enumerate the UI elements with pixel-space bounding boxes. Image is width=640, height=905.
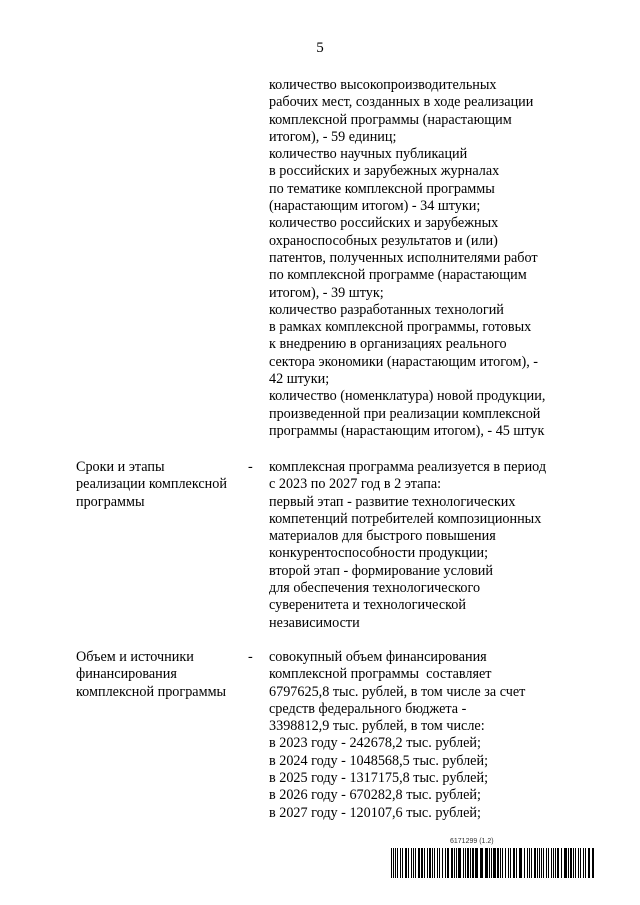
barcode-bar: [524, 848, 525, 878]
indicators-line: количество российских и зарубежных: [269, 215, 499, 232]
stages-line: первый этап - развитие технологических: [269, 493, 516, 510]
barcode-bar: [391, 848, 392, 878]
barcode-bar: [445, 848, 446, 878]
barcode-bar: [402, 848, 403, 878]
indicators-line: программы (нарастающим итогом), - 45 штук: [269, 422, 545, 439]
barcode-bar: [561, 848, 562, 878]
barcode-bar: [421, 848, 423, 878]
barcode-bar: [458, 848, 461, 878]
barcode-bar: [543, 848, 544, 878]
barcode-bar: [465, 848, 466, 878]
indicators-line: комплексной программы (нарастающим: [269, 111, 512, 128]
funding-line: в 2025 году - 1317175,8 тыс. рублей;: [269, 770, 489, 787]
barcode-bar: [415, 848, 416, 878]
barcode-bar: [502, 848, 503, 878]
barcode-bar: [442, 848, 443, 878]
barcode-bar: [395, 848, 396, 878]
indicators-line: количество разработанных технологий: [269, 301, 504, 318]
indicators-line: количество высокопроизводительных: [269, 77, 497, 93]
barcode-bar: [454, 848, 455, 878]
indicators-line: по тематике комплексной программы: [269, 180, 495, 197]
barcode-bar: [527, 848, 528, 878]
barcode-bar: [493, 848, 496, 878]
barcode-bar: [539, 848, 540, 878]
barcode-bar: [537, 848, 538, 878]
indicators-line: в российских и зарубежных журналах: [269, 163, 500, 180]
barcode-bar: [505, 848, 506, 878]
barcode-bar: [531, 848, 532, 878]
indicators-line: 42 штуки;: [269, 371, 330, 388]
barcode-bar: [470, 848, 471, 878]
barcode-bar: [439, 848, 440, 878]
barcode-bar: [500, 848, 501, 878]
barcode-bar: [568, 848, 569, 878]
barcode-bar: [548, 848, 549, 878]
barcode-bar: [432, 848, 433, 878]
indicators-line: рабочих мест, созданных в ходе реализации: [269, 94, 534, 111]
stages-label: Сроки и этапы реализации комплексной программы: [76, 459, 227, 510]
stages-line: материалов для быстрого повышения: [269, 528, 496, 545]
barcode-bar: [564, 848, 567, 878]
indicators-line: произведенной при реализации комплексной: [269, 405, 541, 422]
indicators-line: итогом), - 59 единиц;: [269, 128, 397, 145]
barcode-bar: [408, 848, 409, 878]
barcode-bar: [551, 848, 552, 878]
barcode-bar: [513, 848, 515, 878]
barcode-bar: [427, 848, 428, 878]
barcode-bar: [592, 848, 594, 878]
barcode-bar: [489, 848, 490, 878]
barcode-bar: [570, 848, 572, 878]
barcode-bar: [400, 848, 401, 878]
barcode-bar: [529, 848, 530, 878]
stages-line: второй этап - формирование условий: [269, 562, 493, 579]
barcode-bar: [397, 848, 398, 878]
funding-line: совокупный объем финансирования: [269, 649, 487, 665]
barcode-bar: [472, 848, 474, 878]
stages-line: компетенций потребителей композиционных: [269, 510, 542, 527]
indicators-line: (нарастающим итогом) - 34 штуки;: [269, 198, 481, 215]
stages-line: конкурентоспособности продукции;: [269, 545, 489, 562]
barcode-bar: [434, 848, 435, 878]
indicators-line: количество (номенклатура) новой продукции,: [269, 388, 546, 405]
funding-line: в 2023 году - 242678,2 тыс. рублей;: [269, 735, 481, 752]
barcode-bar: [418, 848, 420, 878]
barcode-bar: [456, 848, 457, 878]
page-number: 5: [316, 40, 324, 56]
barcode-bar: [485, 848, 488, 878]
barcode-bar: [508, 848, 509, 878]
funding-label: Объем и источники финансирования комплексной программы: [76, 649, 227, 700]
indicators-line: к внедрению в организациях реального: [269, 336, 507, 353]
barcode-bar: [429, 848, 431, 878]
funding-line: в 2024 году - 1048568,5 тыс. рублей;: [269, 752, 489, 769]
barcode-image: [391, 848, 595, 878]
barcode-bar: [480, 848, 483, 878]
indicators-line: сектора экономики (нарастающим итогом), -: [269, 353, 539, 370]
stages-dash: -: [248, 459, 253, 475]
indicators-text: [269, 77, 545, 440]
funding-line: 3398812,9 тыс. рублей, в том числе:: [269, 718, 485, 735]
funding-line: 6797625,8 тыс. рублей, в том числе за счет: [269, 683, 526, 700]
barcode-bar: [541, 848, 542, 878]
barcode-bar: [451, 848, 453, 878]
barcode-bar: [393, 848, 394, 878]
indicators-line: в рамках комплексной программы, готовых: [269, 319, 532, 336]
barcode-bar: [467, 848, 469, 878]
barcode-bar: [405, 848, 407, 878]
funding-line: в 2026 году - 670282,8 тыс. рублей;: [269, 787, 481, 804]
stages-line: суверенитета и технологической: [269, 597, 466, 614]
barcode-bar: [578, 848, 579, 878]
barcode-bar: [516, 848, 517, 878]
stages-line: с 2023 по 2027 год в 2 этапа:: [269, 476, 442, 493]
barcode-bar: [411, 848, 412, 878]
funding-text: [269, 649, 525, 822]
barcode-bar: [491, 848, 492, 878]
barcode-bar: [555, 848, 556, 878]
barcode-bar: [553, 848, 554, 878]
stages-text: [269, 459, 546, 632]
barcode-bar: [447, 848, 449, 878]
indicators-line: патентов, полученных исполнителями работ: [269, 249, 538, 266]
funding-line: в 2027 году - 120107,6 тыс. рублей;: [269, 804, 481, 821]
stages-line: комплексная программа реализуется в период: [269, 459, 547, 475]
barcode-bar: [463, 848, 464, 878]
barcode-bar: [534, 848, 536, 878]
funding-line: средств федерального бюджета -: [269, 700, 467, 717]
barcode-bar: [557, 848, 559, 878]
indicators-line: итогом), - 39 штук;: [269, 284, 384, 301]
barcode-bar: [588, 848, 590, 878]
barcode-bar: [497, 848, 499, 878]
indicators-line: охраноспособных результатов и (или): [269, 232, 498, 249]
barcode-bar: [585, 848, 586, 878]
barcode-label: 6171299 (1.2): [450, 838, 494, 845]
barcode-bar: [573, 848, 574, 878]
barcode-bar: [519, 848, 522, 878]
funding-line: комплексной программы составляет: [269, 666, 492, 683]
barcode-bar: [546, 848, 547, 878]
barcode-bar: [475, 848, 478, 878]
stages-line: независимости: [269, 614, 360, 631]
indicators-line: количество научных публикаций: [269, 146, 468, 163]
stages-line: для обеспечения технологического: [269, 580, 481, 597]
barcode-bar: [437, 848, 438, 878]
barcode-bar: [575, 848, 576, 878]
indicators-line: по комплексной программе (нарастающим: [269, 267, 527, 284]
funding-dash: -: [248, 649, 253, 665]
barcode-bar: [424, 848, 425, 878]
barcode-bar: [580, 848, 581, 878]
barcode-bar: [583, 848, 584, 878]
barcode-bar: [510, 848, 511, 878]
barcode-bar: [413, 848, 414, 878]
